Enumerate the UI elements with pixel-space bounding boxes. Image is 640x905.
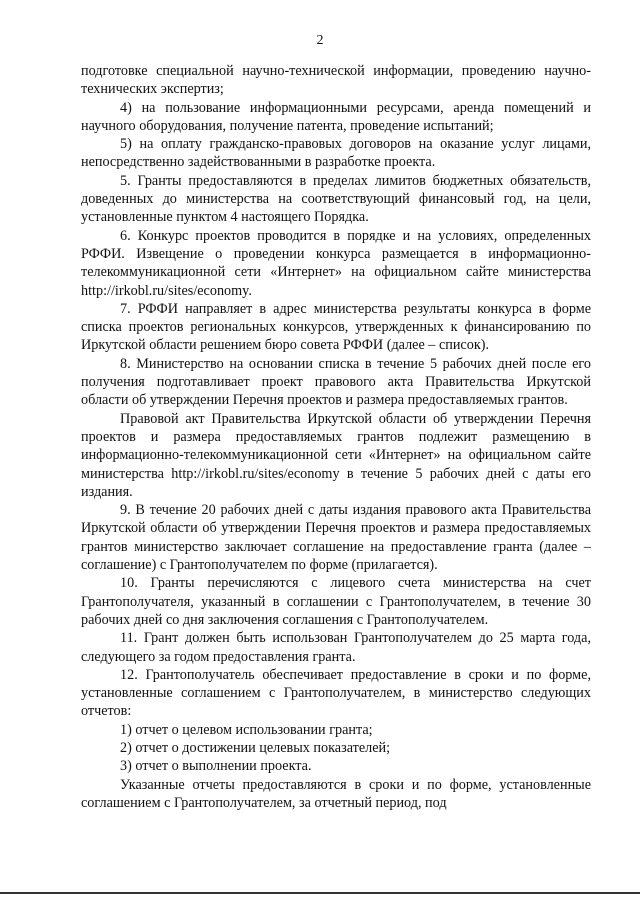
paragraph: 7. РФФИ направляет в адрес министерства результаты конкурса в форме списка проектов региональных конкурсов, утвержденных к финансированию по Иркутской области решением бюро совета РФФИ (далее – список). bbox=[81, 300, 591, 354]
paragraph: Правовой акт Правительства Иркутской области об утверждении Перечня проектов и размера предоставляемых грантов подлежит размещению в информационно-телекоммуникационной сети «Интернет» на официальном сайте министерства http://irkobl.ru/sites/economy в течение 5 рабочих дней с даты его издания. bbox=[81, 410, 591, 500]
paragraph: 9. В течение 20 рабочих дней с даты издания правового акта Правительства Иркутской области об утверждении Перечня проектов и размера предоставляемых грантов министерство заключает соглашение на предоставление гранта (далее – соглашение) с Грантополучателем по форме (прилагается). bbox=[81, 502, 591, 574]
paragraph: 11. Грант должен быть использован Грантополучателем до 25 марта года, следующего за годом предоставления гранта. bbox=[81, 630, 591, 665]
paragraph: 6. Конкурс проектов проводится в порядке и на условиях, определенных РФФИ. Извещение о проведении конкурса размещается в информационно-телекоммуникационной сети «Интернет» на официальном сайте министерства http://irkobl.ru/sites/economy. bbox=[81, 227, 591, 299]
paragraph: 5. Гранты предоставляются в пределах лимитов бюджетных обязательств, доведенных до министерства на соответствующий финансовый год, на цели, установленные пунктом 4 настоящего Порядка. bbox=[81, 172, 591, 226]
paragraph: 4) на пользование информационными ресурсами, аренда помещений и научного оборудования, получение патента, проведение испытаний; bbox=[81, 99, 591, 134]
paragraph: 12. Грантополучатель обеспечивает предоставление в сроки и по форме, установленные соглашением с Грантополучателем, в министерство следующих отчетов: bbox=[81, 666, 591, 720]
paragraph: 8. Министерство на основании списка в течение 5 рабочих дней после его получения подготавливает проект правового акта Правительства Иркутской области об утверждении Перечня проектов и размера предоставляемых грантов. bbox=[81, 355, 591, 409]
paragraph: Указанные отчеты предоставляются в сроки и по форме, установленные соглашением с Грантополучателем, за отчетный период, под bbox=[81, 776, 591, 811]
page-bottom-border bbox=[0, 892, 640, 894]
list-item: 3) отчет о выполнении проекта. bbox=[120, 758, 312, 775]
paragraph: 5) на оплату гражданско-правовых договоров на оказание услуг лицами, непосредственно задействованными в разработке проекта. bbox=[81, 136, 591, 171]
paragraph: 10. Гранты перечисляются с лицевого счета министерства на счет Грантополучателя, указанный в соглашении с Грантополучателем, в течение 30 рабочих дней со дня заключения соглашения с Грантополучателем. bbox=[81, 575, 591, 628]
paragraph: подготовке специальной научно-технической информации, проведению научно-технических экспертиз; bbox=[81, 63, 591, 98]
page-number: 2 bbox=[316, 33, 324, 48]
list-item: 2) отчет о достижении целевых показателей; bbox=[120, 739, 391, 756]
document-body bbox=[81, 62, 591, 812]
list-item: 1) отчет о целевом использовании гранта; bbox=[120, 721, 373, 738]
